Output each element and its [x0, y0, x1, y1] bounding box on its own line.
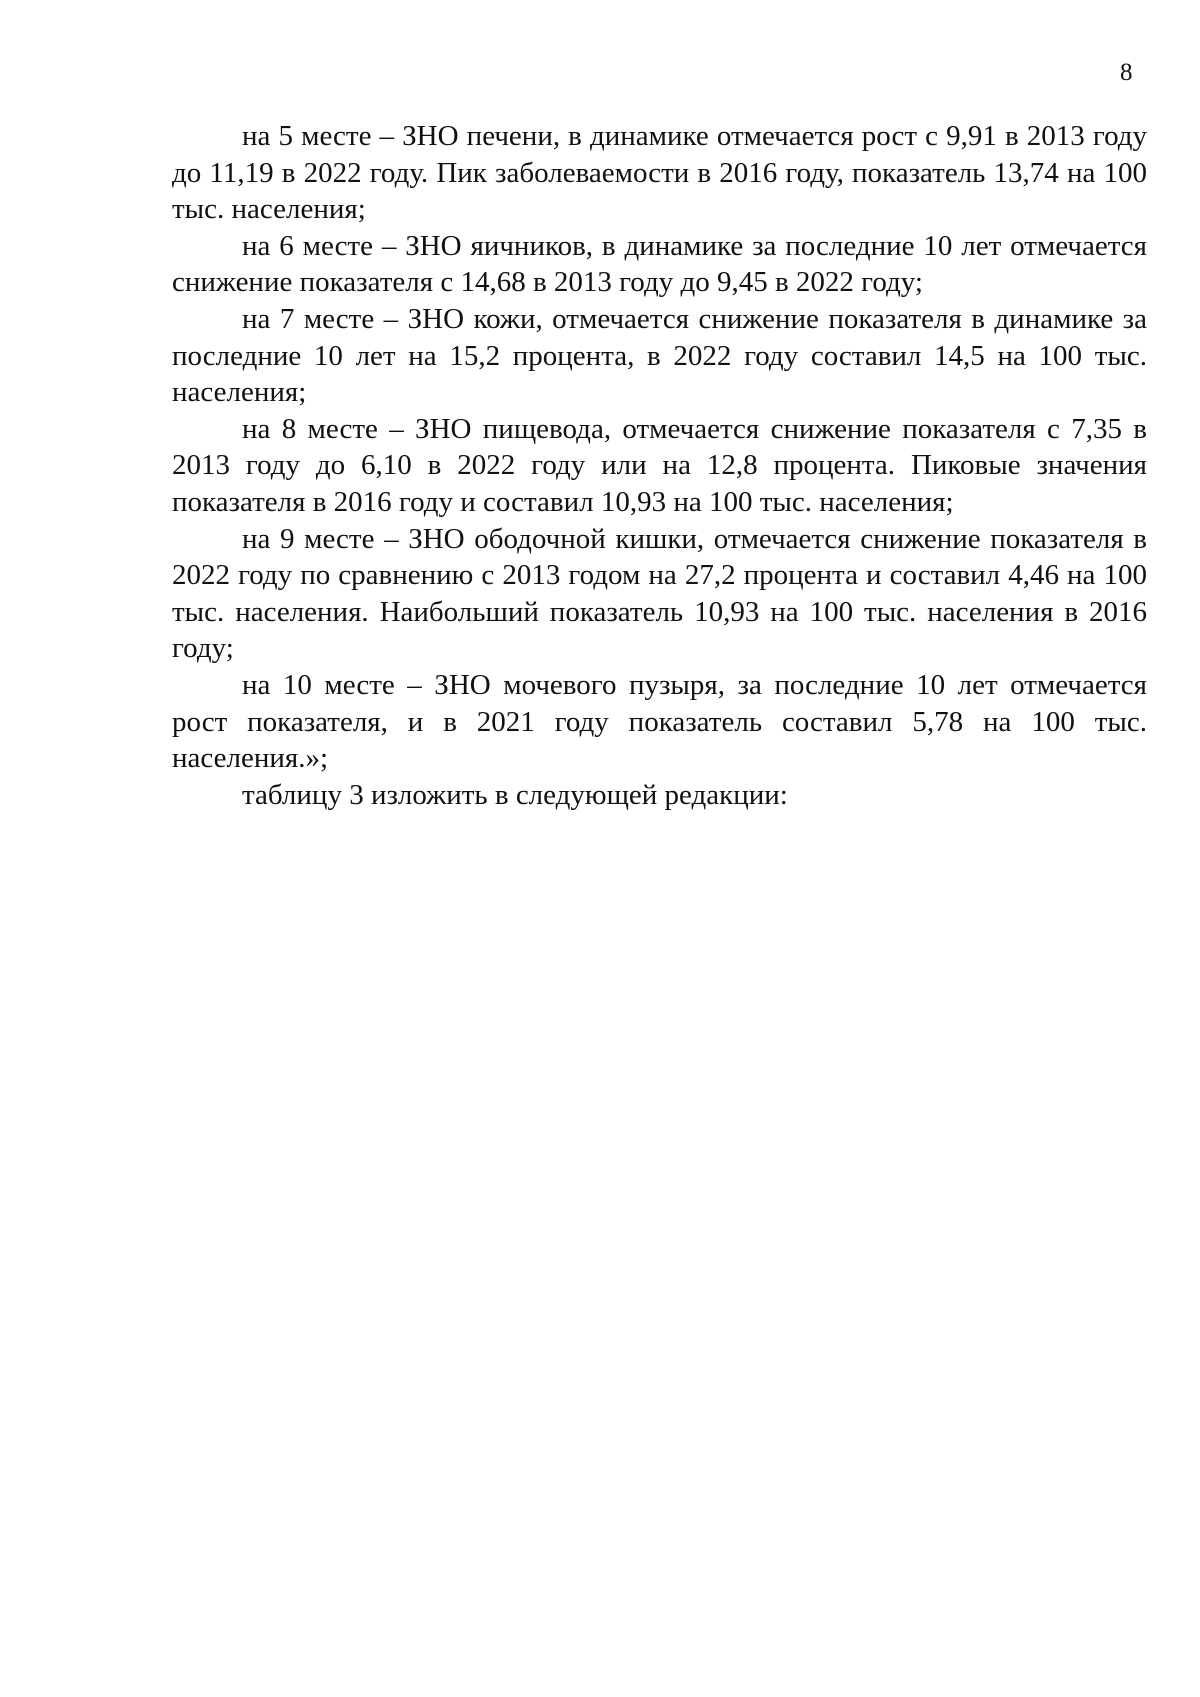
paragraph-colon: на 9 месте – ЗНО ободочной кишки, отмечается снижение показателя в 2022 году по сравнению с 2013 годом на 27,2 процента и составил 4,46 на 100 тыс. населения. Наибольший показатель 10,93 на 100 тыс. населения в 2016 году;: [172, 522, 1147, 665]
document-body: [172, 118, 1147, 813]
paragraph-bladder: на 10 месте – ЗНО мочевого пузыря, за последние 10 лет отмечается рост показателя, и в 2021 году показатель составил 5,78 на 100 тыс. населения.»;: [172, 668, 1147, 775]
paragraph-ovaries: на 6 месте – ЗНО яичников, в динамике за последние 10 лет отмечается снижение показателя с 14,68 в 2013 году до 9,45 в 2022 году;: [172, 229, 1147, 299]
paragraph-table-intro: таблицу 3 изложить в следующей редакции:: [242, 778, 788, 811]
paragraph-skin: на 7 месте – ЗНО кожи, отмечается снижение показателя в динамике за последние 10 лет на 15,2 процента, в 2022 году составил 14,5 на 100 тыс. населения;: [172, 302, 1147, 409]
paragraph-esophagus: на 8 месте – ЗНО пищевода, отмечается снижение показателя с 7,35 в 2013 году до 6,10 в 2022 году или на 12,8 процента. Пиковые значения показателя в 2016 году и составил 10,93 на 100 тыс. населения;: [172, 412, 1147, 518]
page-number: 8: [1120, 59, 1133, 86]
paragraph-liver: на 5 месте – ЗНО печени, в динамике отмечается рост с 9,91 в 2013 году до 11,19 в 2022 году. Пик заболеваемости в 2016 году, показатель 13,74 на 100 тыс. населения;: [172, 120, 1147, 226]
